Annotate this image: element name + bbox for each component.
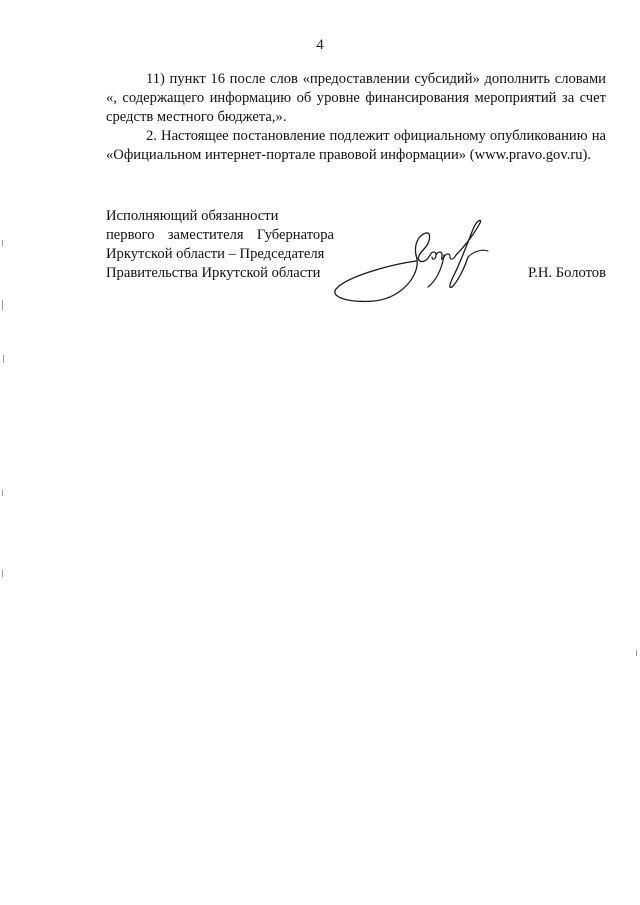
signer-name: Р.Н. Болотов [527, 265, 606, 281]
signer-position [106, 207, 334, 283]
signer-position-line [106, 226, 334, 245]
scan-artifact [3, 355, 4, 363]
signature-icon [328, 215, 508, 315]
scan-artifact [2, 490, 3, 496]
signer-position-line: Правительства Иркутской области [106, 265, 321, 281]
scan-artifact [2, 570, 3, 577]
signer-position-word: первого [106, 227, 155, 243]
paragraph-publication: 2. Настоящее постановление подлежит официальному опубликованию на «Официальном интернет-портале правовой информации» (www.pravo.gov.ru). [106, 128, 606, 163]
signer-position-line: Исполняющий обязанности [106, 208, 279, 224]
document-body [106, 70, 606, 165]
signer-position-line: Иркутской области – Председателя [106, 246, 325, 262]
paragraph-item-11: 11) пункт 16 после слов «предоставлении субсидий» дополнить словами «, содержащего информацию об уровне финансирования мероприятий за счет средств местного бюджета,». [106, 71, 606, 125]
page-number: 4 [316, 37, 324, 53]
scan-artifact [2, 300, 3, 310]
scan-artifact [636, 650, 637, 656]
scan-artifact [2, 240, 3, 246]
signature-block [106, 207, 606, 317]
signer-position-word: заместителя [167, 227, 244, 243]
signer-position-word: Губернатора [256, 227, 334, 243]
